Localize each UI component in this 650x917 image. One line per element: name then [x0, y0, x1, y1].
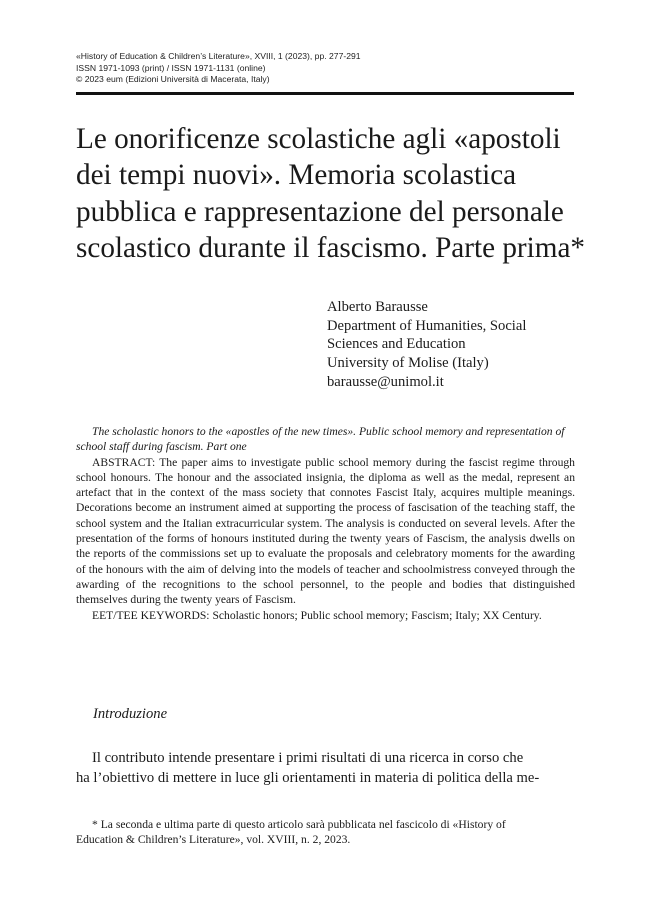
author-name: Alberto Barausse [327, 299, 428, 315]
journal-header [76, 51, 574, 86]
abstract-label: ABSTRACT: [92, 455, 156, 469]
abstract-paragraph [76, 455, 575, 608]
journal-issn: ISSN 1971-1093 (print) / ISSN 1971-1131 (online) [76, 62, 266, 73]
english-title: The scholastic honors to the «apostles of the new times». Public school memory and representation of school staff during fascism. Part one [76, 425, 565, 454]
journal-citation: «History of Education & Children’s Literature», XVIII, 1 (2023), pp. 277-291 [76, 51, 361, 61]
author-affiliation-line1: Department of Humanities, Social [327, 317, 527, 334]
author-email: barausse@unimol.it [327, 373, 444, 390]
keywords-paragraph [76, 608, 575, 623]
article-title: Le onorificenze scolastiche agli «apostoli dei tempi nuovi». Memoria scolastica pubblica e rappresentazione del personale scolastico durante il fascismo. Parte prima* [76, 123, 586, 265]
footnote-line-1: * La seconda e ultima parte di questo articolo sarà pubblicata nel fascicolo di «History of [92, 818, 506, 831]
body-text [76, 749, 575, 788]
section-heading: Introduzione [93, 706, 168, 722]
keywords-label: EET/TEE KEYWORDS: [92, 608, 210, 622]
author-block [327, 298, 587, 392]
keywords-text: Scholastic honors; Public school memory; Fascism; Italy; XX Century. [212, 608, 542, 622]
footnote [76, 817, 575, 848]
author-affiliation-line2: Sciences and Education [327, 336, 466, 353]
abstract-text: The paper aims to investigate public school memory during the fascist regime through school honours. The honour and the associated insignia, the diploma as well as the medal, represent an artefact that in the context of the mass society that connotes Fascist Italy, acquires multiple meanings. Decorations become an instrument aimed at supporting the process of fascisation of the teaching staff, the school system and the Italian extracurricular system. The analysis is conducted on several levels. After the presentation of the forms of honours instituted during the twenty years of Fascism, the analysis dwells on the reports of the commissions set up to evaluate the proposals and celebratory moments for the awarding of the honours with the aim of delving into the models of teacher and schoolmistress conveyed through the awarding of the recognitions to the school personnel, to the people and bodies that distinguished themselves during the twenty years of Fascism. [76, 455, 575, 607]
header-divider [76, 92, 574, 95]
abstract-block [76, 424, 575, 623]
journal-copyright: © 2023 eum (Edizioni Università di Macerata, Italy) [76, 74, 270, 84]
body-line-2: ha l’obiettivo di mettere in luce gli orientamenti in materia di politica della me- [76, 769, 540, 786]
footnote-line-2: Education & Children’s Literature», vol. XVIII, n. 2, 2023. [76, 833, 351, 847]
body-line-1: Il contributo intende presentare i primi risultati di una ricerca in corso che [92, 750, 524, 766]
author-university: University of Molise (Italy) [327, 355, 489, 372]
